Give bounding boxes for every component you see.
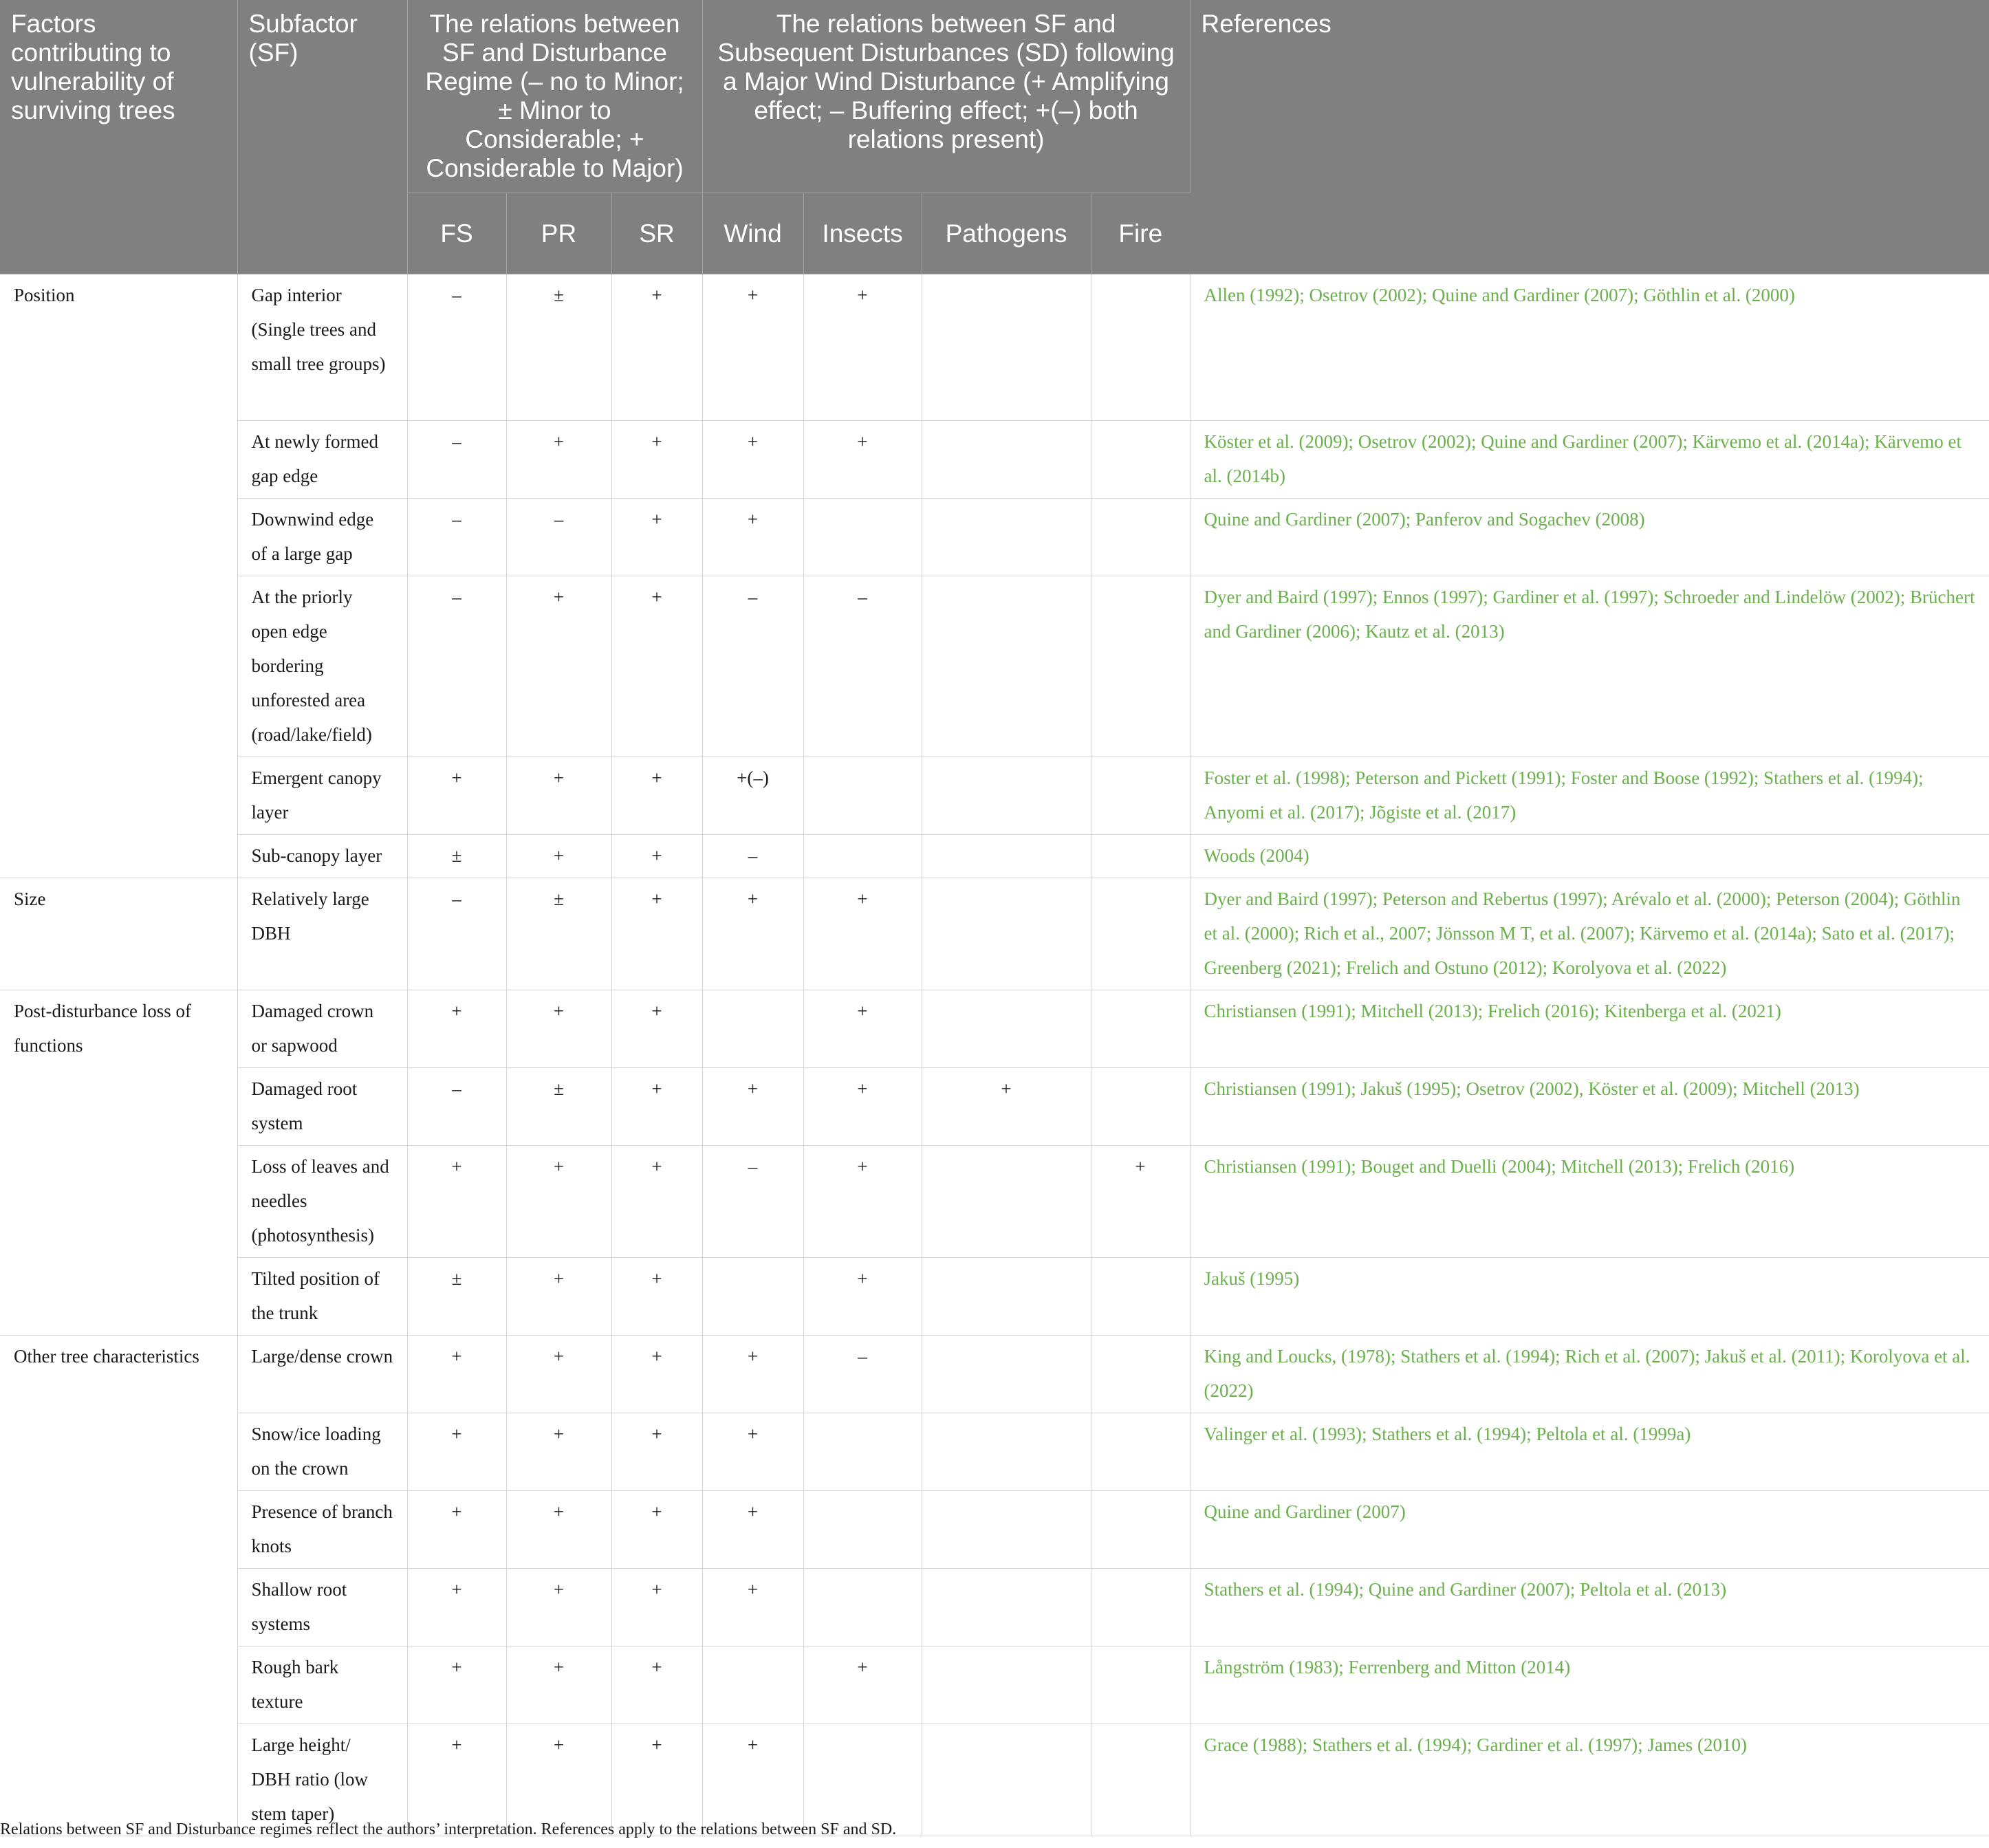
wind-cell: + bbox=[702, 878, 803, 990]
fire-cell bbox=[1091, 1491, 1190, 1569]
table-row bbox=[0, 835, 1989, 878]
subfactor-cell: Relatively large DBH bbox=[237, 878, 407, 990]
references-cell: Långström (1983); Ferrenberg and Mitton (2014) bbox=[1190, 1646, 1989, 1724]
sr-cell: + bbox=[611, 1569, 702, 1646]
group-label-loss: Post-disturbance loss of functions bbox=[0, 990, 237, 1336]
insects-cell: + bbox=[803, 1068, 922, 1146]
subfactor-cell: Shallow root systems bbox=[237, 1569, 407, 1646]
subfactor-cell: Presence of branch knots bbox=[237, 1491, 407, 1569]
insects-cell: + bbox=[803, 421, 922, 499]
references-cell: Jakuš (1995) bbox=[1190, 1258, 1989, 1336]
header-sr: SR bbox=[611, 193, 702, 274]
pr-cell: + bbox=[506, 1258, 611, 1336]
table-row bbox=[0, 757, 1989, 835]
table-row bbox=[0, 1413, 1989, 1491]
subfactor-cell: Rough bark texture bbox=[237, 1646, 407, 1724]
fs-cell: – bbox=[407, 421, 506, 499]
subfactor-cell: Large/dense crown bbox=[237, 1336, 407, 1413]
fs-cell: + bbox=[407, 757, 506, 835]
insects-cell: – bbox=[803, 1336, 922, 1413]
pathogens-cell bbox=[922, 1258, 1091, 1336]
table-row bbox=[0, 1258, 1989, 1336]
subfactor-cell: Damaged root system bbox=[237, 1068, 407, 1146]
references-cell: Stathers et al. (1994); Quine and Gardiner (2007); Peltola et al. (2013) bbox=[1190, 1569, 1989, 1646]
table-row bbox=[0, 990, 1989, 1068]
header-references: References bbox=[1190, 0, 1989, 274]
wind-cell bbox=[702, 1646, 803, 1724]
sr-cell: + bbox=[611, 990, 702, 1068]
insects-cell bbox=[803, 835, 922, 878]
fs-cell: + bbox=[407, 1336, 506, 1413]
table-row bbox=[0, 1146, 1989, 1258]
references-cell: Allen (1992); Osetrov (2002); Quine and Gardiner (2007); Göthlin et al. (2000) bbox=[1190, 274, 1989, 421]
wind-cell: + bbox=[702, 1068, 803, 1146]
table-row bbox=[0, 1646, 1989, 1724]
insects-cell: + bbox=[803, 990, 922, 1068]
fs-cell: – bbox=[407, 1068, 506, 1146]
insects-cell: + bbox=[803, 1646, 922, 1724]
table-row bbox=[0, 274, 1989, 421]
fs-cell: – bbox=[407, 499, 506, 576]
wind-cell bbox=[702, 990, 803, 1068]
header-fire: Fire bbox=[1091, 193, 1190, 274]
fs-cell: – bbox=[407, 274, 506, 421]
insects-cell bbox=[803, 757, 922, 835]
fs-cell: ± bbox=[407, 1258, 506, 1336]
sr-cell: + bbox=[611, 878, 702, 990]
sr-cell: + bbox=[611, 1491, 702, 1569]
references-cell: Quine and Gardiner (2007); Panferov and Sogachev (2008) bbox=[1190, 499, 1989, 576]
group-label-other: Other tree characteristics bbox=[0, 1336, 237, 1836]
sr-cell: + bbox=[611, 1413, 702, 1491]
fire-cell bbox=[1091, 878, 1190, 990]
pathogens-cell bbox=[922, 1569, 1091, 1646]
sr-cell: + bbox=[611, 274, 702, 421]
wind-cell: + bbox=[702, 1413, 803, 1491]
fire-cell bbox=[1091, 1258, 1190, 1336]
table-row bbox=[0, 878, 1989, 990]
header-subfactor: Subfactor (SF) bbox=[237, 0, 407, 274]
subfactor-cell: Loss of leaves and needles (photosynthesis) bbox=[237, 1146, 407, 1258]
wind-cell: + bbox=[702, 421, 803, 499]
wind-cell: + bbox=[702, 499, 803, 576]
pr-cell: + bbox=[506, 1146, 611, 1258]
pathogens-cell bbox=[922, 835, 1091, 878]
insects-cell: + bbox=[803, 878, 922, 990]
fire-cell bbox=[1091, 1336, 1190, 1413]
references-cell: Köster et al. (2009); Osetrov (2002); Quine and Gardiner (2007); Kärvemo et al. (2014a); Kärvemo et al. (2014b) bbox=[1190, 421, 1989, 499]
insects-cell: + bbox=[803, 274, 922, 421]
fire-cell bbox=[1091, 1646, 1190, 1724]
table-row bbox=[0, 421, 1989, 499]
references-cell: Dyer and Baird (1997); Ennos (1997); Gardiner et al. (1997); Schroeder and Lindelöw (2002); Brüchert and Gardiner (2006); Kautz et al. (2013) bbox=[1190, 576, 1989, 757]
fire-cell: + bbox=[1091, 1146, 1190, 1258]
references-cell: Foster et al. (1998); Peterson and Pickett (1991); Foster and Boose (1992); Stathers et al. (1994); Anyomi et al. (2017); Jõgiste et al. (2017) bbox=[1190, 757, 1989, 835]
fire-cell bbox=[1091, 1413, 1190, 1491]
pr-cell: + bbox=[506, 990, 611, 1068]
fs-cell: + bbox=[407, 990, 506, 1068]
wind-cell: – bbox=[702, 835, 803, 878]
pr-cell: + bbox=[506, 1413, 611, 1491]
sr-cell: + bbox=[611, 1646, 702, 1724]
pathogens-cell bbox=[922, 1146, 1091, 1258]
pr-cell: ± bbox=[506, 1068, 611, 1146]
sr-cell: + bbox=[611, 1724, 702, 1836]
table-footnote: Relations between SF and Disturbance regimes reflect the authors’ interpretation. References apply to the relations between SF and SD. bbox=[0, 1820, 897, 1838]
header-sd-group: The relations between SF and Subsequent Disturbances (SD) following a Major Wind Disturbance (+ Amplifying effect; – Buffering effect; +(–) both relations present) bbox=[702, 0, 1190, 193]
insects-cell bbox=[803, 499, 922, 576]
pathogens-cell bbox=[922, 1491, 1091, 1569]
insects-cell bbox=[803, 1491, 922, 1569]
group-label-position: Position bbox=[0, 274, 237, 878]
pr-cell: + bbox=[506, 1491, 611, 1569]
pr-cell: + bbox=[506, 1569, 611, 1646]
pr-cell: + bbox=[506, 1724, 611, 1836]
subfactor-cell: Large height/ DBH ratio (low stem taper) bbox=[237, 1724, 407, 1836]
pathogens-cell: + bbox=[922, 1068, 1091, 1146]
wind-cell: – bbox=[702, 576, 803, 757]
sr-cell: + bbox=[611, 499, 702, 576]
insects-cell: + bbox=[803, 1146, 922, 1258]
group-label-size: Size bbox=[0, 878, 237, 990]
wind-cell: + bbox=[702, 274, 803, 421]
table-row bbox=[0, 1491, 1989, 1569]
references-cell: Valinger et al. (1993); Stathers et al. (1994); Peltola et al. (1999a) bbox=[1190, 1413, 1989, 1491]
wind-cell: +(–) bbox=[702, 757, 803, 835]
fs-cell: – bbox=[407, 878, 506, 990]
fire-cell bbox=[1091, 1068, 1190, 1146]
references-cell: Christiansen (1991); Mitchell (2013); Frelich (2016); Kitenberga et al. (2021) bbox=[1190, 990, 1989, 1068]
insects-cell bbox=[803, 1413, 922, 1491]
pathogens-cell bbox=[922, 1336, 1091, 1413]
fire-cell bbox=[1091, 421, 1190, 499]
pr-cell: + bbox=[506, 835, 611, 878]
pathogens-cell bbox=[922, 990, 1091, 1068]
sr-cell: + bbox=[611, 835, 702, 878]
pr-cell: + bbox=[506, 1336, 611, 1413]
sr-cell: + bbox=[611, 1336, 702, 1413]
sr-cell: + bbox=[611, 1146, 702, 1258]
references-cell: Christiansen (1991); Jakuš (1995); Osetrov (2002), Köster et al. (2009); Mitchell (2013) bbox=[1190, 1068, 1989, 1146]
pathogens-cell bbox=[922, 878, 1091, 990]
pr-cell: + bbox=[506, 1646, 611, 1724]
references-cell: Dyer and Baird (1997); Peterson and Rebertus (1997); Arévalo et al. (2000); Peterson (2004); Göthlin et al. (2000); Rich et al., 2007; Jönsson M T, et al. (2007); Kärvemo et al. (2014a); Sato et al. (2017); Greenberg (2021); Frelich and Ostuno (2012); Korolyova et al. (2022) bbox=[1190, 878, 1989, 990]
header-wind: Wind bbox=[702, 193, 803, 274]
pr-cell: + bbox=[506, 757, 611, 835]
subfactor-cell: Gap interior (Single trees and small tree groups) bbox=[237, 274, 407, 421]
fire-cell bbox=[1091, 274, 1190, 421]
subfactor-cell: Tilted position of the trunk bbox=[237, 1258, 407, 1336]
table-header bbox=[0, 0, 1989, 274]
sr-cell: + bbox=[611, 1258, 702, 1336]
references-cell: Grace (1988); Stathers et al. (1994); Gardiner et al. (1997); James (2010) bbox=[1190, 1724, 1989, 1836]
references-cell: Woods (2004) bbox=[1190, 835, 1989, 878]
fire-cell bbox=[1091, 576, 1190, 757]
fire-cell bbox=[1091, 1569, 1190, 1646]
pathogens-cell bbox=[922, 1646, 1091, 1724]
fs-cell: + bbox=[407, 1146, 506, 1258]
fire-cell bbox=[1091, 757, 1190, 835]
wind-cell: + bbox=[702, 1569, 803, 1646]
wind-cell: – bbox=[702, 1146, 803, 1258]
header-regime-group: The relations between SF and Disturbance Regime (– no to Minor; ± Minor to Considerable; + Considerable to Major) bbox=[407, 0, 702, 193]
fs-cell: ± bbox=[407, 835, 506, 878]
wind-cell: + bbox=[702, 1491, 803, 1569]
table-row bbox=[0, 1336, 1989, 1413]
pr-cell: – bbox=[506, 499, 611, 576]
pathogens-cell bbox=[922, 274, 1091, 421]
references-cell: Christiansen (1991); Bouget and Duelli (2004); Mitchell (2013); Frelich (2016) bbox=[1190, 1146, 1989, 1258]
subfactor-cell: At the priorly open edge bordering unforested area (road/lake/field) bbox=[237, 576, 407, 757]
table-row bbox=[0, 499, 1989, 576]
table-row bbox=[0, 1569, 1989, 1646]
pr-cell: + bbox=[506, 576, 611, 757]
subfactor-cell: Emergent canopy layer bbox=[237, 757, 407, 835]
pathogens-cell bbox=[922, 499, 1091, 576]
wind-cell: + bbox=[702, 1336, 803, 1413]
fire-cell bbox=[1091, 835, 1190, 878]
pathogens-cell bbox=[922, 1413, 1091, 1491]
fs-cell: + bbox=[407, 1646, 506, 1724]
header-factors: Factors contributing to vulnerability of surviving trees bbox=[0, 0, 237, 274]
subfactor-cell: Snow/ice loading on the crown bbox=[237, 1413, 407, 1491]
subfactor-cell: Sub-canopy layer bbox=[237, 835, 407, 878]
fs-cell: – bbox=[407, 576, 506, 757]
table-body bbox=[0, 274, 1989, 1836]
references-cell: Quine and Gardiner (2007) bbox=[1190, 1491, 1989, 1569]
header-insects: Insects bbox=[803, 193, 922, 274]
pr-cell: ± bbox=[506, 878, 611, 990]
references-cell: King and Loucks, (1978); Stathers et al. (1994); Rich et al. (2007); Jakuš et al. (2011); Korolyova et al. (2022) bbox=[1190, 1336, 1989, 1413]
fire-cell bbox=[1091, 499, 1190, 576]
header-pathogens: Pathogens bbox=[922, 193, 1091, 274]
table-row bbox=[0, 1068, 1989, 1146]
sr-cell: + bbox=[611, 421, 702, 499]
wind-cell bbox=[702, 1258, 803, 1336]
fs-cell: + bbox=[407, 1491, 506, 1569]
sr-cell: + bbox=[611, 576, 702, 757]
sr-cell: + bbox=[611, 1068, 702, 1146]
fs-cell: + bbox=[407, 1569, 506, 1646]
subfactor-cell: At newly formed gap edge bbox=[237, 421, 407, 499]
insects-cell: + bbox=[803, 1258, 922, 1336]
insects-cell: – bbox=[803, 576, 922, 757]
sr-cell: + bbox=[611, 757, 702, 835]
header-pr: PR bbox=[506, 193, 611, 274]
subfactor-cell: Damaged crown or sapwood bbox=[237, 990, 407, 1068]
fs-cell: + bbox=[407, 1413, 506, 1491]
header-fs: FS bbox=[407, 193, 506, 274]
fs-cell: + bbox=[407, 1724, 506, 1836]
table-row bbox=[0, 576, 1989, 757]
fire-cell bbox=[1091, 990, 1190, 1068]
pathogens-cell bbox=[922, 576, 1091, 757]
pathogens-cell bbox=[922, 421, 1091, 499]
subfactor-cell: Downwind edge of a large gap bbox=[237, 499, 407, 576]
pr-cell: ± bbox=[506, 274, 611, 421]
pathogens-cell bbox=[922, 757, 1091, 835]
wind-cell: + bbox=[702, 1724, 803, 1836]
pr-cell: + bbox=[506, 421, 611, 499]
insects-cell bbox=[803, 1569, 922, 1646]
